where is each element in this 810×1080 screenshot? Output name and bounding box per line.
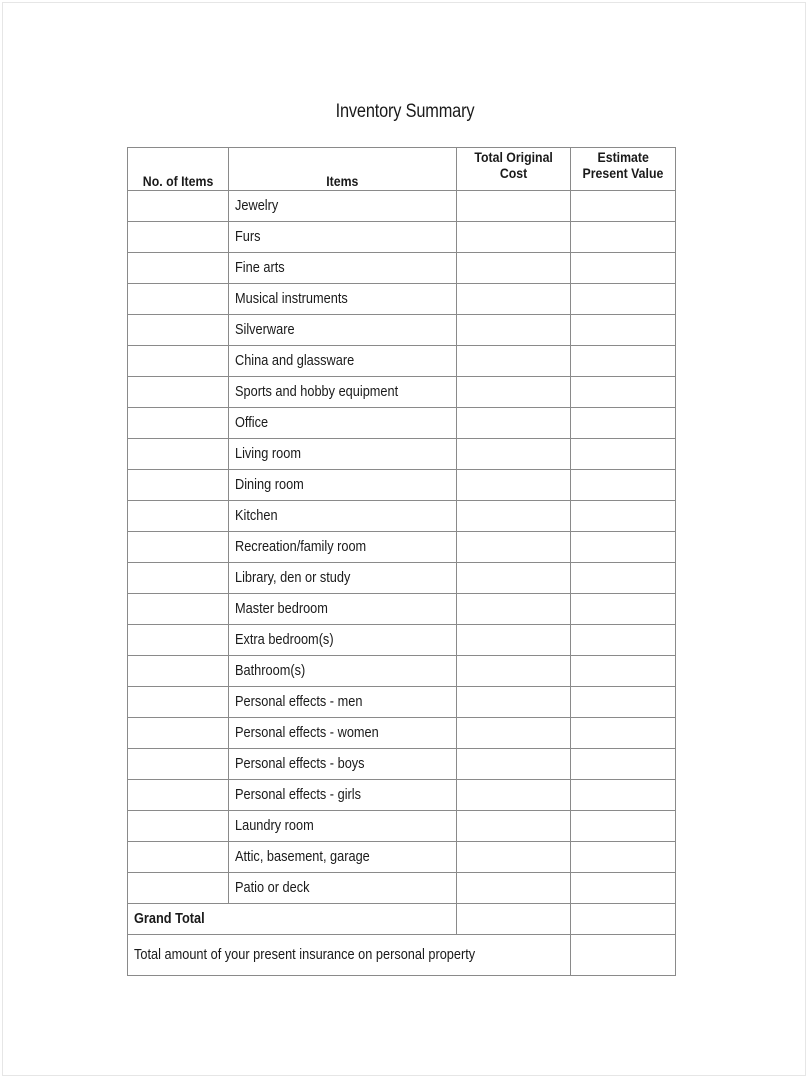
no-of-items-cell[interactable] (128, 315, 229, 346)
table-row (128, 625, 676, 656)
total-original-cost-cell[interactable] (457, 191, 571, 222)
header-total-original-cost (457, 148, 571, 191)
header-items-label: Items (326, 173, 359, 189)
no-of-items-cell[interactable] (128, 780, 229, 811)
item-label: Sports and hobby equipment (235, 384, 399, 400)
no-of-items-cell[interactable] (128, 501, 229, 532)
item-label: Personal effects - girls (235, 787, 362, 803)
item-label-cell (229, 780, 457, 811)
item-label-cell (229, 625, 457, 656)
item-label: Attic, basement, garage (235, 849, 370, 865)
no-of-items-cell[interactable] (128, 470, 229, 501)
no-of-items-cell[interactable] (128, 532, 229, 563)
table-row (128, 532, 676, 563)
no-of-items-cell[interactable] (128, 749, 229, 780)
no-of-items-cell[interactable] (128, 594, 229, 625)
item-label-cell (229, 749, 457, 780)
item-label-cell (229, 439, 457, 470)
insurance-label-cell (128, 935, 571, 976)
table-row (128, 842, 676, 873)
estimate-present-value-cell[interactable] (571, 191, 676, 222)
total-original-cost-cell[interactable] (457, 253, 571, 284)
table-row (128, 594, 676, 625)
table-row (128, 780, 676, 811)
table-row (128, 470, 676, 501)
estimate-present-value-cell[interactable] (571, 718, 676, 749)
total-original-cost-cell[interactable] (457, 749, 571, 780)
item-label-cell (229, 842, 457, 873)
header-estimate-present-value-line1: Estimate (597, 149, 649, 165)
table-row (128, 408, 676, 439)
total-original-cost-cell[interactable] (457, 532, 571, 563)
header-total-original-cost-line2: Cost (499, 165, 528, 181)
item-label: Personal effects - women (235, 725, 379, 741)
estimate-present-value-cell[interactable] (571, 842, 676, 873)
no-of-items-cell[interactable] (128, 842, 229, 873)
total-original-cost-cell[interactable] (457, 718, 571, 749)
table-row (128, 749, 676, 780)
no-of-items-cell[interactable] (128, 811, 229, 842)
estimate-present-value-cell[interactable] (571, 377, 676, 408)
item-label-cell (229, 470, 457, 501)
estimate-present-value-cell[interactable] (571, 873, 676, 904)
item-label-cell (229, 873, 457, 904)
item-label-cell (229, 253, 457, 284)
total-original-cost-cell[interactable] (457, 842, 571, 873)
table-row (128, 718, 676, 749)
item-label-cell (229, 501, 457, 532)
header-items (229, 148, 457, 191)
total-original-cost-cell[interactable] (457, 408, 571, 439)
table-row (128, 191, 676, 222)
item-label: Dining room (235, 477, 304, 493)
estimate-present-value-cell[interactable] (571, 749, 676, 780)
no-of-items-cell[interactable] (128, 439, 229, 470)
estimate-present-value-cell[interactable] (571, 408, 676, 439)
item-label: Recreation/family room (235, 539, 367, 555)
item-label-cell (229, 532, 457, 563)
estimate-present-value-cell[interactable] (571, 222, 676, 253)
estimate-present-value-cell[interactable] (571, 532, 676, 563)
total-original-cost-cell[interactable] (457, 811, 571, 842)
item-label: Kitchen (235, 508, 278, 524)
no-of-items-cell[interactable] (128, 222, 229, 253)
grand-total-cost-cell[interactable] (457, 904, 571, 935)
item-label-cell (229, 284, 457, 315)
table-row (128, 563, 676, 594)
insurance-row (128, 935, 676, 976)
table-row (128, 811, 676, 842)
total-original-cost-cell[interactable] (457, 346, 571, 377)
item-label-cell (229, 222, 457, 253)
item-label-cell (229, 594, 457, 625)
total-original-cost-cell[interactable] (457, 501, 571, 532)
estimate-present-value-cell[interactable] (571, 315, 676, 346)
estimate-present-value-cell[interactable] (571, 346, 676, 377)
table-row (128, 656, 676, 687)
item-label: Silverware (235, 322, 295, 338)
item-label: Personal effects - men (235, 694, 363, 710)
estimate-present-value-cell[interactable] (571, 811, 676, 842)
header-estimate-present-value (571, 148, 676, 191)
grand-total-label-cell (128, 904, 457, 935)
item-label-cell (229, 811, 457, 842)
no-of-items-cell[interactable] (128, 191, 229, 222)
table-row (128, 873, 676, 904)
no-of-items-cell[interactable] (128, 377, 229, 408)
table-row (128, 439, 676, 470)
total-original-cost-cell[interactable] (457, 563, 571, 594)
no-of-items-cell[interactable] (128, 563, 229, 594)
no-of-items-cell[interactable] (128, 408, 229, 439)
no-of-items-cell[interactable] (128, 253, 229, 284)
total-original-cost-cell[interactable] (457, 656, 571, 687)
inventory-table (127, 147, 676, 976)
table-row (128, 315, 676, 346)
item-label-cell (229, 563, 457, 594)
no-of-items-cell[interactable] (128, 625, 229, 656)
estimate-present-value-cell[interactable] (571, 656, 676, 687)
item-label-cell (229, 346, 457, 377)
item-label: Laundry room (235, 818, 314, 834)
table-header-row (128, 148, 676, 191)
no-of-items-cell[interactable] (128, 873, 229, 904)
item-label-cell (229, 315, 457, 346)
item-label: Office (235, 415, 269, 431)
item-label: Fine arts (235, 260, 285, 276)
insurance-label: Total amount of your present insurance on personal property (134, 947, 476, 963)
item-label: Furs (235, 229, 261, 245)
total-original-cost-cell[interactable] (457, 439, 571, 470)
header-total-original-cost-line1: Total Original (474, 149, 553, 165)
estimate-present-value-cell[interactable] (571, 625, 676, 656)
table-row (128, 222, 676, 253)
item-label: Musical instruments (235, 291, 348, 307)
item-label-cell (229, 408, 457, 439)
table-row (128, 346, 676, 377)
item-label: Bathroom(s) (235, 663, 306, 679)
item-label: Patio or deck (235, 880, 310, 896)
item-label: Living room (235, 446, 301, 462)
estimate-present-value-cell[interactable] (571, 501, 676, 532)
item-label-cell (229, 718, 457, 749)
estimate-present-value-cell[interactable] (571, 439, 676, 470)
total-original-cost-cell[interactable] (457, 315, 571, 346)
no-of-items-cell[interactable] (128, 346, 229, 377)
item-label: Master bedroom (235, 601, 328, 617)
total-original-cost-cell[interactable] (457, 873, 571, 904)
table-row (128, 284, 676, 315)
item-label: Jewelry (235, 198, 279, 214)
estimate-present-value-cell[interactable] (571, 563, 676, 594)
item-label: Library, den or study (235, 570, 351, 586)
table-row (128, 687, 676, 718)
table-row (128, 377, 676, 408)
total-original-cost-cell[interactable] (457, 377, 571, 408)
total-original-cost-cell[interactable] (457, 625, 571, 656)
table-row (128, 253, 676, 284)
item-label: China and glassware (235, 353, 355, 369)
total-original-cost-cell[interactable] (457, 470, 571, 501)
total-original-cost-cell[interactable] (457, 594, 571, 625)
header-no-of-items-label: No. of Items (142, 173, 214, 189)
item-label-cell (229, 687, 457, 718)
estimate-present-value-cell[interactable] (571, 780, 676, 811)
total-original-cost-cell[interactable] (457, 284, 571, 315)
no-of-items-cell[interactable] (128, 656, 229, 687)
document-title: Inventory Summary (335, 101, 475, 122)
total-original-cost-cell[interactable] (457, 687, 571, 718)
table-row (128, 501, 676, 532)
item-label-cell (229, 656, 457, 687)
no-of-items-cell[interactable] (128, 687, 229, 718)
item-label: Extra bedroom(s) (235, 632, 334, 648)
grand-total-row (128, 904, 676, 935)
no-of-items-cell[interactable] (128, 284, 229, 315)
grand-total-label: Grand Total (134, 911, 205, 927)
item-label: Personal effects - boys (235, 756, 365, 772)
grand-total-value-cell[interactable] (571, 904, 676, 935)
total-original-cost-cell[interactable] (457, 780, 571, 811)
estimate-present-value-cell[interactable] (571, 470, 676, 501)
estimate-present-value-cell[interactable] (571, 687, 676, 718)
estimate-present-value-cell[interactable] (571, 594, 676, 625)
header-estimate-present-value-line2: Present Value (582, 165, 664, 181)
item-label-cell (229, 377, 457, 408)
estimate-present-value-cell[interactable] (571, 253, 676, 284)
total-original-cost-cell[interactable] (457, 222, 571, 253)
no-of-items-cell[interactable] (128, 718, 229, 749)
estimate-present-value-cell[interactable] (571, 284, 676, 315)
header-no-of-items (128, 148, 229, 191)
item-label-cell (229, 191, 457, 222)
insurance-amount-cell[interactable] (571, 935, 676, 976)
